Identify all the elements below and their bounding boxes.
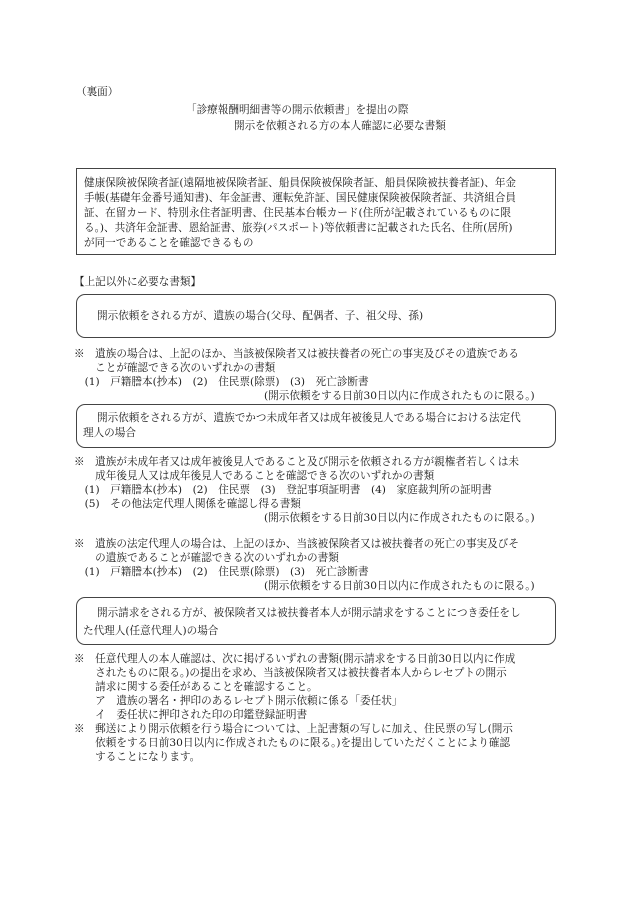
page-title-line1: 「診療報酬明細書等の開示依頼書」を提出の際 [186,104,409,116]
id-box-line: 証、在留カード、特別永住者証明書、住民基本台帳カード(住所が記載されているものに限 [84,207,511,219]
section-heading: 【上記以外に必要な書類】 [74,276,202,288]
case-agent-text: た代理人(任意代理人)の場合 [83,625,219,637]
case-bereaved-note: ことが確認できる次のいずれかの書類 [74,362,276,374]
case-legal-rep-note: 成年後見人又は成年後見人であることを確認できる次のいずれかの書類 [74,470,435,482]
case-legal-rep-box [76,404,556,448]
id-documents-box [76,168,556,255]
case-agent-note: ※ 任意代理人の本人確認は、次に掲げるいずれの書類(開示請求をする日前30日以内に作成 [74,653,516,665]
case-bereaved-note: ※ 遺族の場合は、上記のほか、当該被保険者又は被扶養者の死亡の事実及びその遺族である [74,348,519,360]
case-bereaved-documents: (1) 戸籍謄本(抄本) (2) 住民票(除票) (3) 死亡診断書 [74,376,369,388]
mail-request-note: することになります。 [74,751,201,763]
case-agent-note: 請求に関する委任があることを確認すること。 [74,681,318,693]
case-legal-rep-note: ※ 遺族が未成年者又は成年被後見人であること及び開示を依頼される方が親権者若しくは未 [74,456,519,468]
case-legal-rep-validity: (開示依頼をする日前30日以内に作成されたものに限る。) [264,512,535,524]
id-box-line: 手帳(基礎年金番号通知書)、年金証書、運転免許証、国民健康保険被保険者証、共済組合員 [84,192,517,204]
id-box-line: 健康保険被保険者証(遠隔地被保険者証、船員保険被保険者証、船員保険被扶養者証)、年金 [84,177,517,189]
case-agent-document: ア 遺族の署名・押印のあるレセプト開示依頼に係る「委任状」 [74,695,403,707]
case-legal-rep-documents: (5) その他法定代理人関係を確認し得る書類 [74,498,301,510]
case-legal-rep-text: 理人の場合 [83,427,136,439]
case-agent-note: されたものに限る。)の提出を求め、当該被保険者又は被扶養者本人からレセプトの開示 [74,667,507,679]
case-bereaved-validity: (開示依頼をする日前30日以内に作成されたものに限る。) [264,390,535,402]
side-note: （裏面） [76,86,119,98]
mail-request-note: ※ 郵送により開示依頼を行う場合については、上記書類の写しに加え、住民票の写し(開示 [74,723,513,735]
case-legal-rep-note2: ※ 遺族の法定代理人の場合は、上記のほか、当該被保険者又は被扶養者の死亡の事実及びそ [74,538,519,550]
case-bereaved-text: 開示依頼をされる方が、遺族の場合(父母、配偶者、子、祖父母、孫) [97,310,424,322]
case-agent-box [76,597,556,645]
mail-request-note: 依頼をする日前30日以内に作成されたものに限る。)を提出していただくことにより確認 [74,737,511,749]
page-title-line2: 開示を依頼される方の本人確認に必要な書類 [234,120,446,132]
id-box-line: る。)、共済年金証書、恩給証書、旅券(パスポート)等依頼書に記載された氏名、住所(居所) [84,222,513,234]
case-agent-text: 開示請求をされる方が、被保険者又は被扶養者本人が開示請求をすることにつき委任をし [97,607,521,619]
case-legal-rep-text: 開示依頼をされる方が、遺族でかつ未成年者又は成年被後見人である場合における法定代 [97,412,521,424]
case-agent-document: イ 委任状に押印された印の印鑑登録証明書 [74,709,308,721]
id-box-line: が同一であることを確認できるもの [84,237,254,249]
case-legal-rep-note2: の遺族であることが確認できる次のいずれかの書類 [74,552,339,564]
case-legal-rep-validity2: (開示依頼をする日前30日以内に作成されたものに限る。) [264,580,535,592]
case-legal-rep-documents: (1) 戸籍謄本(抄本) (2) 住民票 (3) 登記事項証明書 (4) 家庭裁判所の証明書 [74,484,492,496]
case-legal-rep-documents2: (1) 戸籍謄本(抄本) (2) 住民票(除票) (3) 死亡診断書 [74,566,369,578]
case-bereaved-box [76,294,556,338]
